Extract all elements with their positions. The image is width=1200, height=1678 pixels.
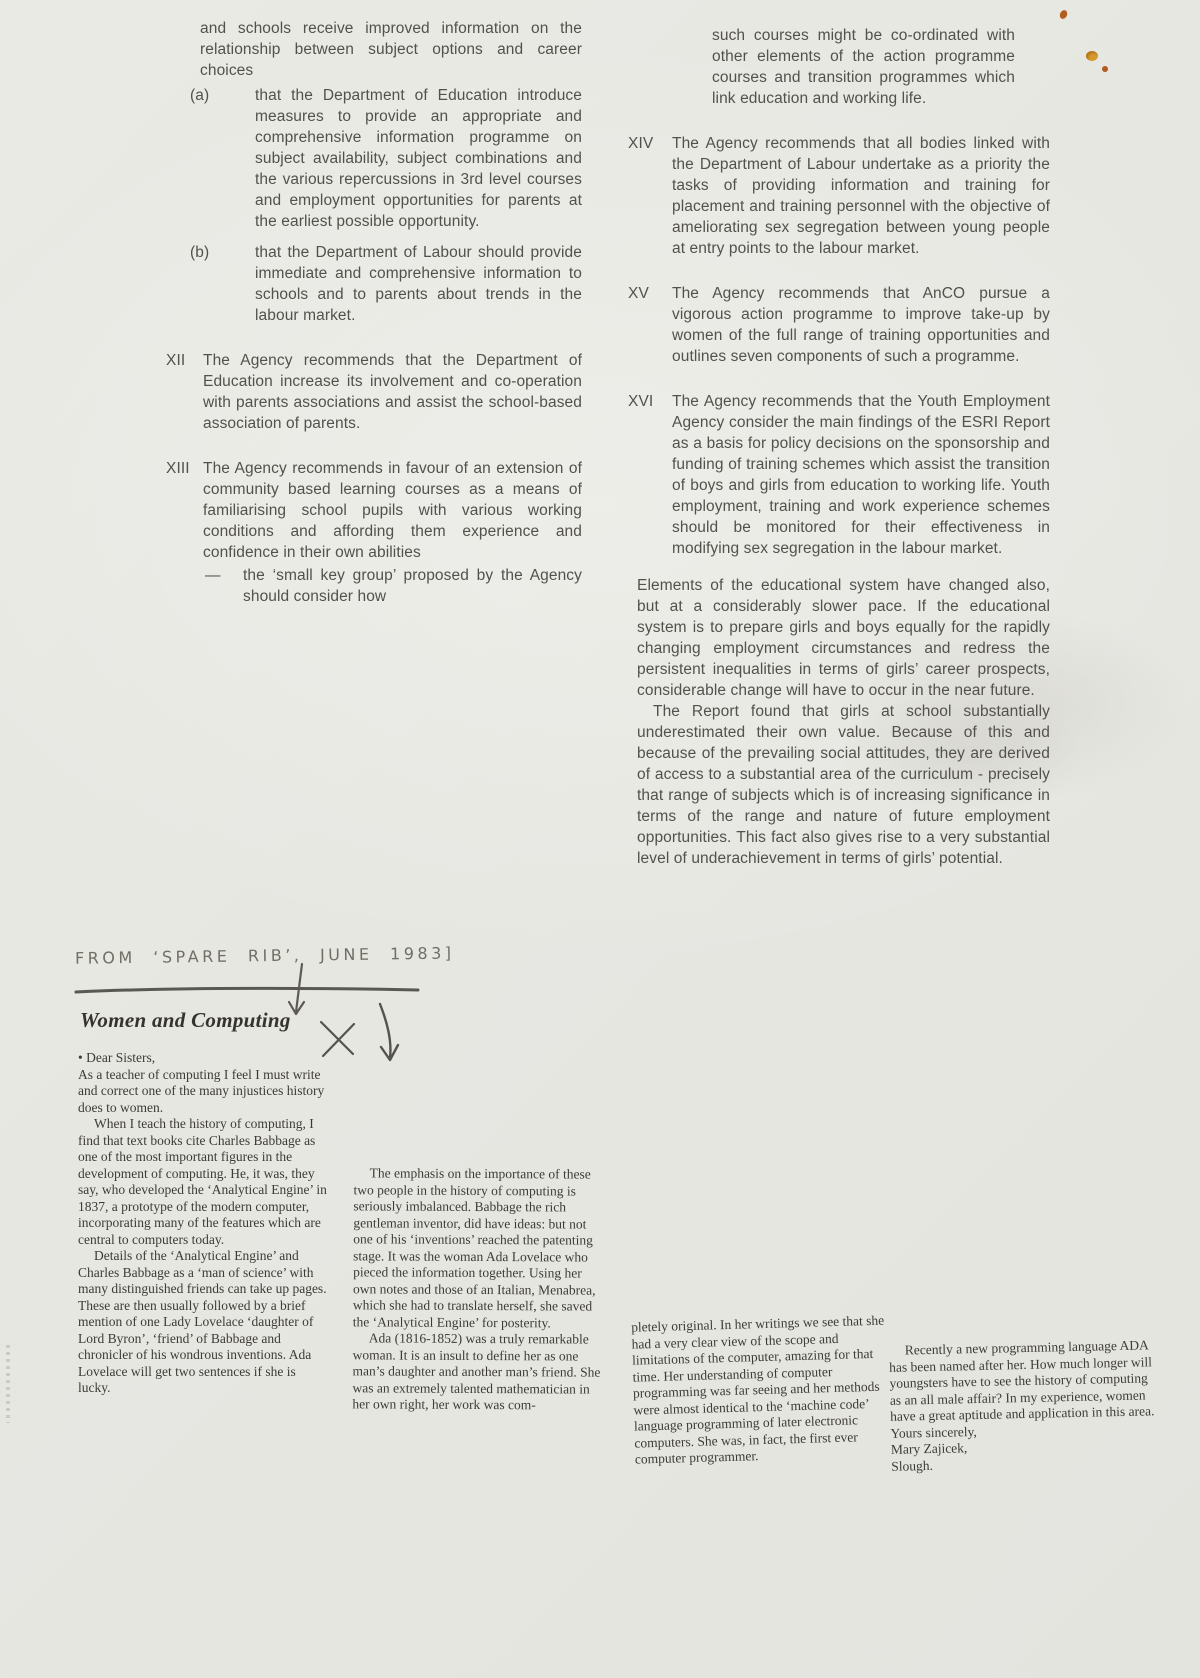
letter-closing: Yours sincerely, [890,1423,977,1441]
body-paragraph: The Report found that girls at school substantially underestimated their own value. Because of this and because of the prevailing social attitudes, they are derived of access to a substantial area of the curriculum - precisely that range of subjects which is of increasing significance in terms of the range and nature of future employment opportunities. This fact also gives rise to a very substantial level of underachievement in terms of girls’ potential. [637,703,1050,867]
underline-stroke [76,988,418,992]
list-item-a [166,85,582,232]
recommendation-text: The Agency recommends that the Department of Education increase its involvement and co-operation with parents associations and assist the school-based association of parents. [203,352,582,432]
letter-paragraph: The emphasis on the importance of these two people in the history of computing is seriously imbalanced. Babbage the rich gentleman inventor, did have ideas: but not one of his ‘inventions’ reached the patenting stage. It was the woman Ada Lovelace who pieced the information together. Using her own notes and those of an Italian, Menabrea, which she had to translate herself, she saved the ‘Analytical Engine’ for posterity. [352,1165,596,1330]
continuation-paragraph: and schools receive improved information on the relationship between subject options and career choices [200,20,582,79]
roman-numeral: XVI [628,393,654,410]
item-text: that the Department of Labour should provide immediate and comprehensive information to schools and to parents about trends in the labour market. [255,244,582,324]
body-paragraph: Elements of the educational system have changed also, but at a considerably slower pace. If the educational system is to prepare girls and boys equally for the rapidly changing employment circumstances and redress the persistent inequalities in terms of girls’ career prospects, considerable change will have to occur in the near future. [637,577,1050,699]
dash-text: the ‘small key group’ proposed by the Agency should consider how [243,567,582,605]
letter-heading: Women and Computing [80,1008,291,1032]
paper-speck [1102,66,1108,72]
letter-column-3 [631,1312,897,1468]
scan-artifact [6,1345,10,1423]
item-label: (a) [190,87,210,104]
item-label: (b) [190,244,210,261]
salutation: • Dear Sisters, [78,1050,156,1065]
letter-column-1 [78,1050,330,1397]
item-text: that the Department of Education introduce measures to provide an appropriate and comprehensive information programme on subject availability, subject combinations and the various repercussions in 3rd level courses and employment opportunities for parents at the earliest possible opportunity. [255,87,582,230]
recommendation-text: The Agency recommends in favour of an extension of community based learning courses as a means of familiarising school pupils with various working conditions and affording them experience and confidence in their own abilities [203,460,582,561]
dash-subitem [166,565,582,607]
continuation-paragraph: such courses might be co-ordinated with other elements of the action programme courses and transition programmes which link education and working life. [712,27,1015,107]
letter-column-4 [889,1337,1164,1475]
recommendation-text: The Agency recommends that AnCO pursue a vigorous action programme to improve take-up by women of the full range of training opportunities and outlines seven components of such a programme. [672,285,1050,365]
roman-numeral: XII [166,352,186,369]
list-item-b [166,242,582,326]
dash-glyph: — [205,567,221,584]
down-arrow-icon [296,964,302,1012]
top-right-column [628,25,1050,869]
letter-paragraph: When I teach the history of computing, I find that text books cite Charles Babbage as one of the most important figures in the development of computing. He, it was, they say, who developed the ‘Analytical Engine’ in 1837, a prototype of the modern computer, incorporating many of the features which are central to computers today. [78,1116,327,1247]
letter-paragraph: As a teacher of computing I feel I must write and correct one of the many injustices history does to women. [78,1066,325,1115]
recommendation-xv [628,283,1050,367]
letter-column-2 [352,1165,603,1414]
recommendation-text: The Agency recommends that the Youth Employment Agency consider the main findings of the ESRI Report as a basis for policy decisions on the sponsorship and funding of training schemes which assist the transition of boys and girls from education to working life. Youth employment, training and work experience schemes should be monitored for their effectiveness in modifying sex segregation in the labour market. [672,393,1050,557]
recommendation-xii [166,350,582,434]
letter-paragraph: pletely original. In her writings we see that she had a very clear view of the scope and limitations of the computer, amazing for that time. Her understanding of computer programming was far seeing and her methods were almost identical to the ‘machine code’ language programming of later electronic computers. She was, in fact, the first ever computer programmer. [630,1312,885,1467]
closing-paragraphs [637,575,1050,869]
recommendation-text: The Agency recommends that all bodies linked with the Department of Labour undertake as a priority the tasks of providing information and training for placement and training personnel with the objective of ameliorating sex segregation between young people at entry points to the labour market. [672,135,1050,257]
letter-paragraph: Details of the ‘Analytical Engine’ and Charles Babbage as a ‘man of science’ with many distinguished friends can take up pages. These are then usually followed by a brief mention of one Lady Lovelace ‘daughter of Lord Byron’, ‘friend’ of Babbage and chronicler of his wondrous inventions. Ada Lovelace will get two sentences if she is lucky. [78,1248,327,1395]
handwritten-note: FROM ‘SPARE RIB’, JUNE 1983] [74,943,455,968]
paper-speck [1086,51,1098,61]
letter-paragraph: Ada (1816-1852) was a truly remarkable woman. It is an insult to define her as one man’s daughter and another man’s friend. She was an extremely talented mathematician in her own right, her work was com- [352,1330,601,1413]
recommendation-xiii [166,458,582,563]
letter-place: Slough. [891,1457,934,1474]
roman-numeral: XIII [166,460,190,477]
recommendation-xvi [628,391,1050,559]
roman-numeral: XIV [628,135,654,152]
letter-paragraph: Recently a new programming language ADA has been named after her. How much longer will youngsters have to see the history of computing as an all male affair? In my experience, women have a great aptitude and application in this area. [888,1337,1155,1424]
recommendation-xiv [628,133,1050,259]
paper-speck [1058,9,1068,20]
top-left-column [166,18,582,607]
letter-signature: Mary Zajicek, [890,1440,968,1457]
roman-numeral: XV [628,285,649,302]
down-arrow-icon [380,1004,390,1058]
